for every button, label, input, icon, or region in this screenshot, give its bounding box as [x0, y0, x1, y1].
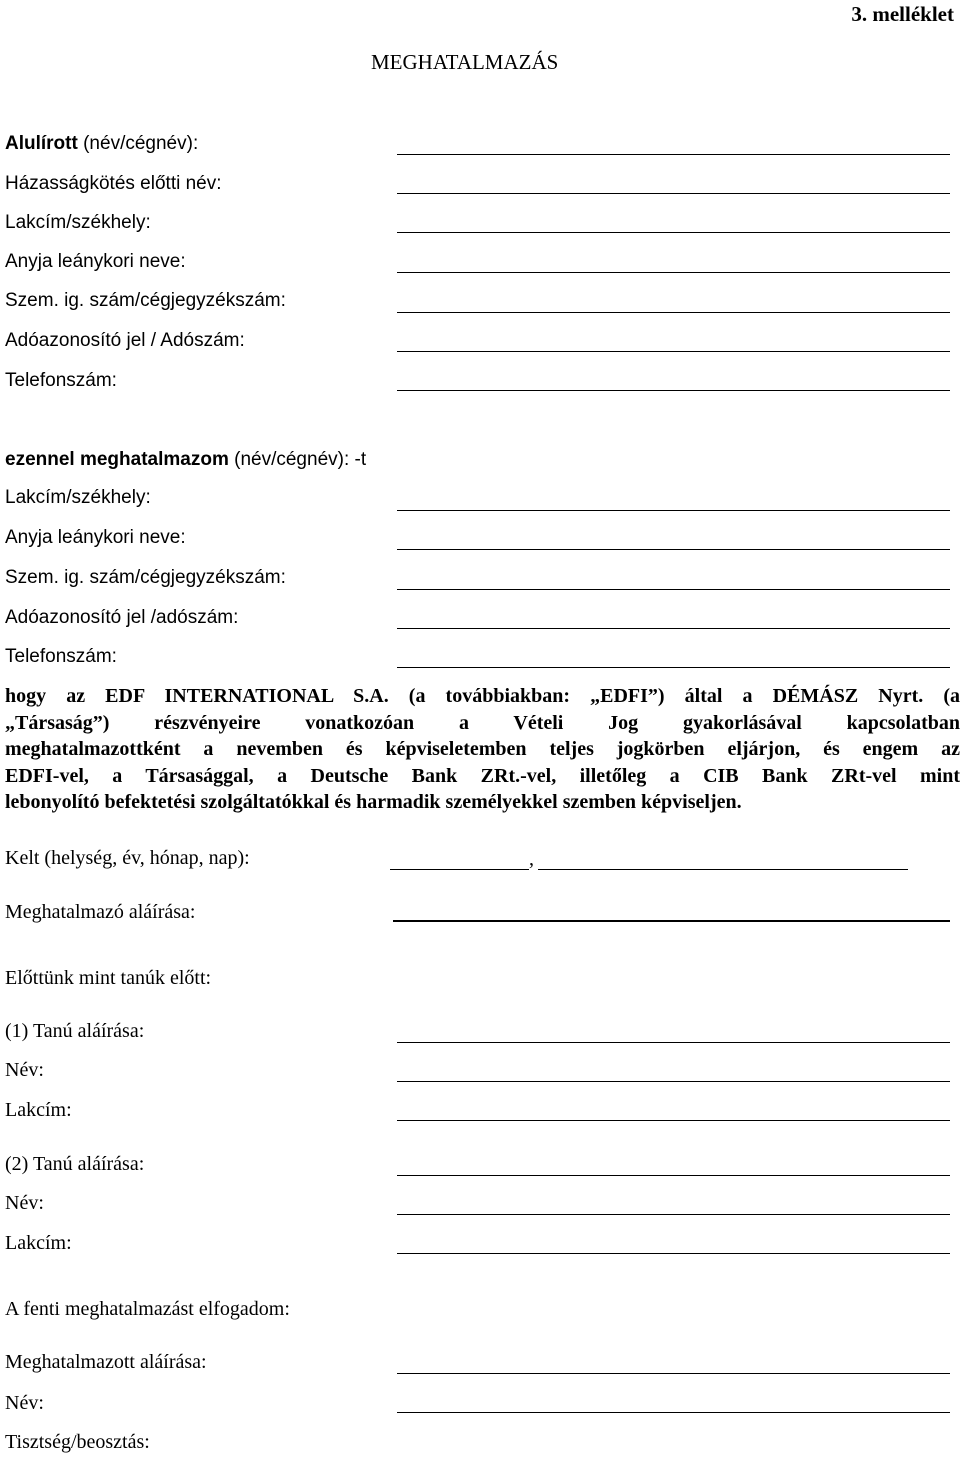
principal-mother-name-field[interactable]: [397, 272, 950, 273]
witness2-name-label: Név:: [5, 1192, 44, 1214]
agent-name-prefix: ezennel meghatalmazom: [5, 449, 229, 470]
witness1-name-field[interactable]: [397, 1081, 950, 1082]
paragraph-line-4: EDFI-vel, a Társasággal, a Deutsche Bank ZRt.-vel, illetőleg a CIB Bank ZRt-vel mint: [5, 764, 960, 787]
principal-tax-id-label: Adóazonosító jel / Adószám:: [5, 330, 245, 351]
agent-name-suffix: (név/cégnév): -t: [228, 449, 367, 470]
witness1-signature-label: (1) Tanú aláírása:: [5, 1020, 145, 1042]
principal-name-field[interactable]: [397, 154, 950, 155]
agent-tax-id-label: Adóazonosító jel /adószám:: [5, 607, 239, 628]
agent-mother-name-field[interactable]: [397, 549, 950, 550]
agent-phone-field[interactable]: [397, 667, 950, 668]
agent-id-label: Szem. ig. szám/cégjegyzékszám:: [5, 567, 286, 588]
agent-phone-label: Telefonszám:: [5, 646, 117, 667]
witness2-signature-label: (2) Tanú aláírása:: [5, 1153, 145, 1175]
agent-name-label: [5, 449, 366, 471]
date-place-field[interactable]: [390, 869, 529, 870]
paragraph-line-3: meghatalmazottként a nevemben és képviseletemben teljes jogkörben eljárjon, és engem az: [5, 738, 960, 760]
agent-signature-label: Meghatalmazott aláírása:: [5, 1351, 207, 1373]
authorization-paragraph: [5, 683, 960, 816]
agent-address-label: Lakcím/székhely:: [5, 487, 151, 508]
agent-id-field[interactable]: [397, 589, 950, 590]
principal-id-field[interactable]: [397, 312, 950, 313]
witness2-name-field[interactable]: [397, 1214, 950, 1215]
agent-address-field[interactable]: [397, 510, 950, 511]
position-label: Tisztség/beosztás:: [5, 1431, 150, 1453]
principal-maiden-name-field[interactable]: [397, 193, 950, 194]
witnesses-intro: Előttünk mint tanúk előtt:: [5, 967, 212, 989]
principal-address-label: Lakcím/székhely:: [5, 212, 151, 233]
witness2-signature-field[interactable]: [397, 1175, 950, 1176]
principal-name-suffix: (név/cégnév):: [77, 133, 199, 154]
witness1-name-label: Név:: [5, 1059, 44, 1081]
agent-signature-field[interactable]: [397, 1373, 950, 1374]
witness1-address-label: Lakcím:: [5, 1099, 72, 1121]
paragraph-line-5: lebonyolító befektetési szolgáltatókkal és harmadik személyekkel szemben képviseljen.: [5, 791, 742, 813]
principal-id-label: Szem. ig. szám/cégjegyzékszám:: [5, 290, 286, 311]
agent-mother-name-label: Anyja leánykori neve:: [5, 527, 186, 548]
principal-phone-field[interactable]: [397, 390, 950, 391]
principal-signature-field[interactable]: [393, 920, 950, 922]
acceptance-name-label: Név:: [5, 1392, 44, 1414]
annex-label: 3. melléklet: [851, 2, 954, 26]
witness2-address-label: Lakcím:: [5, 1232, 72, 1254]
paragraph-line-2: „Társaság”) részvényeire vonatkozóan a Vételi Jog gyakorlásával kapcsolatban: [5, 711, 960, 734]
principal-phone-label: Telefonszám:: [5, 370, 117, 391]
witness1-signature-field[interactable]: [397, 1042, 950, 1043]
principal-name-prefix: Alulírott: [5, 133, 78, 154]
principal-signature-label: Meghatalmazó aláírása:: [5, 901, 196, 923]
principal-mother-name-label: Anyja leánykori neve:: [5, 251, 186, 272]
witness1-address-field[interactable]: [397, 1120, 950, 1121]
principal-name-label: [5, 133, 198, 155]
document-title: MEGHATALMAZÁS: [371, 50, 559, 74]
principal-maiden-name-label: Házasságkötés előtti név:: [5, 173, 222, 194]
acceptance-name-field[interactable]: [397, 1412, 950, 1413]
date-place-label: Kelt (helység, év, hónap, nap):: [5, 847, 250, 869]
agent-tax-id-field[interactable]: [397, 628, 950, 629]
date-comma: ,: [529, 848, 534, 870]
paragraph-line-1: hogy az EDF INTERNATIONAL S.A. (a továbbiakban: „EDFI”) által a DÉMÁSZ Nyrt. (a: [5, 685, 960, 707]
date-field[interactable]: [538, 869, 908, 870]
principal-address-field[interactable]: [397, 232, 950, 233]
acceptance-intro: A fenti meghatalmazást elfogadom:: [5, 1298, 290, 1320]
witness2-address-field[interactable]: [397, 1253, 950, 1254]
principal-tax-id-field[interactable]: [397, 351, 950, 352]
